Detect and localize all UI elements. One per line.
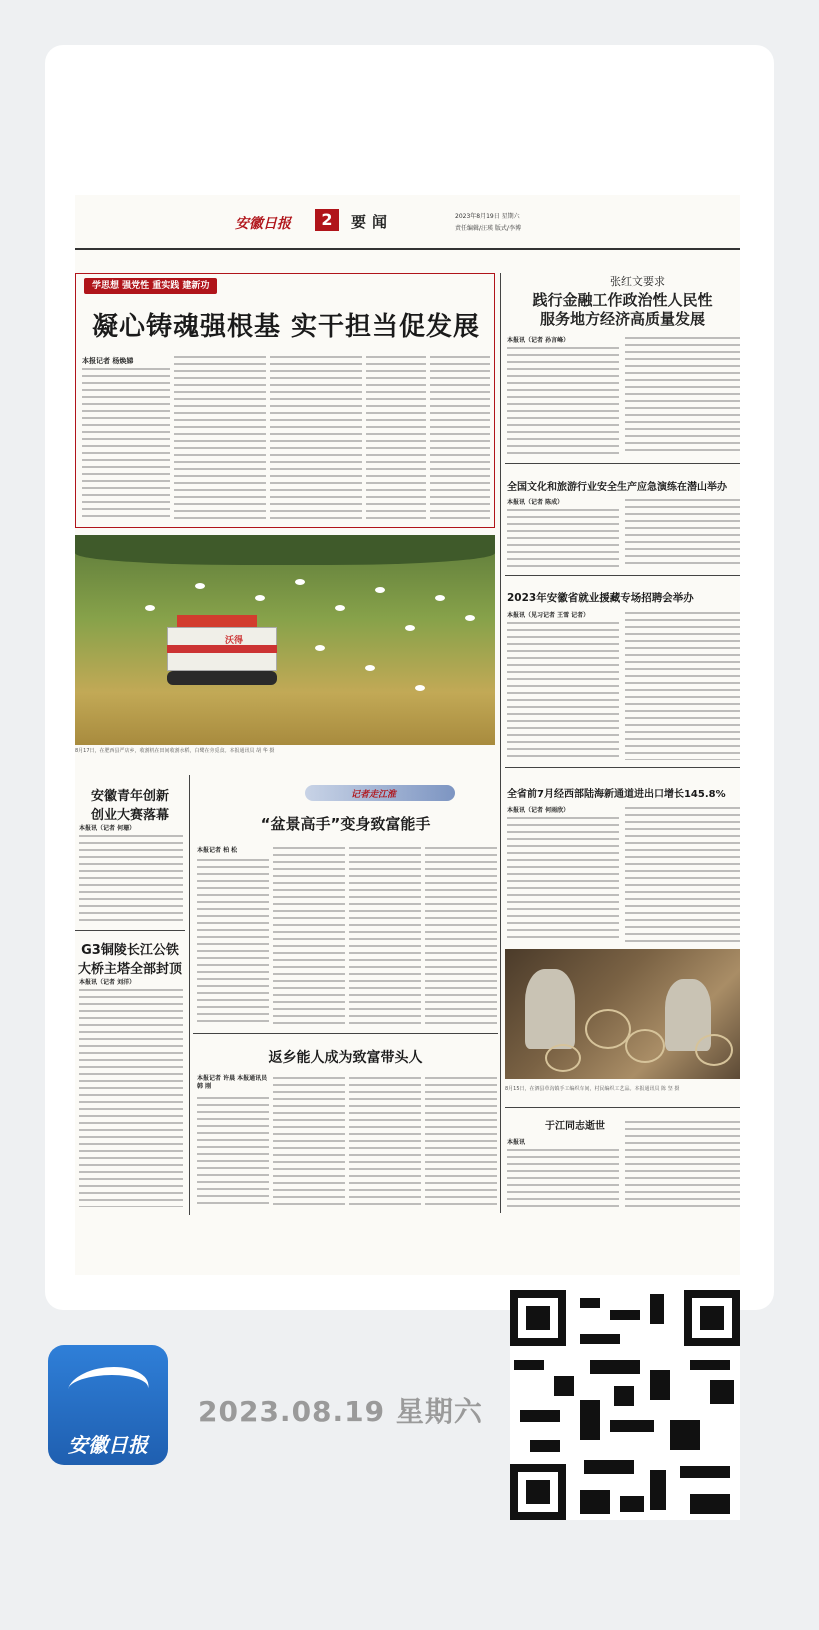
tree-line: [75, 535, 495, 565]
feature-headline-2: 返乡能人成为致富带头人: [268, 1050, 423, 1066]
lead-headline: 凝心铸魂强根基 实干担当促发展: [91, 312, 481, 342]
right-headline-line-1: 践行金融工作政治性人民性: [532, 291, 713, 309]
feature-byline-2: 本报记者 许晨 本报通讯员 韩 刚: [197, 1075, 268, 1090]
story-text: [507, 815, 619, 943]
lead-text-col-5: [430, 354, 490, 521]
right-byline: 本报讯（记者 孙言峰）: [507, 337, 570, 344]
right-kicker: 张红文要求: [610, 275, 665, 288]
divider: [505, 767, 740, 768]
story-headline: 2023年安徽省就业援藏专场招聘会举办: [507, 592, 694, 604]
qr-code: [510, 1290, 740, 1520]
right-text-1: [507, 345, 619, 455]
right-headline-line-2: 服务地方经济高质量发展: [539, 310, 705, 328]
masthead-date: 2023年8月19日 星期六: [455, 213, 520, 220]
obituary-headline: 于江同志逝世: [545, 1121, 605, 1132]
weaving-photo-caption: 8月15日，在泗县草沟镇手工编织车间，村民编织工艺品。本报通讯员 陈 坚 摄: [505, 1086, 680, 1092]
lead-text-col-2: [174, 354, 266, 521]
left-headline-line-1: G3铜陵长江公铁: [81, 943, 179, 958]
story-headline: 全省前7月经西部陆海新通道进出口增长145.8%: [507, 789, 726, 800]
feature-text: [425, 845, 497, 1027]
right-headline: [505, 291, 740, 329]
story-headline: 全国文化和旅游行业安全生产应急演练在潜山举办: [507, 482, 727, 493]
weaving-photo: [505, 949, 740, 1079]
divider: [193, 1033, 498, 1034]
feature-text: [197, 1095, 269, 1207]
feature-byline: 本报记者 柏 松: [197, 847, 238, 854]
footer-date: 2023.08.19 星期六: [198, 1395, 483, 1428]
egret-icon: [255, 595, 265, 601]
basket-icon: [545, 1044, 581, 1072]
harvester-icon: [167, 615, 277, 685]
column-divider: [189, 775, 190, 1215]
lead-byline: 本报记者 杨焕娣: [82, 357, 134, 365]
obituary-byline: 本报讯: [507, 1139, 526, 1146]
left-byline: 本报讯（记者 何珊）: [79, 825, 136, 832]
page-number: 2: [315, 209, 339, 231]
masthead-logo: 安徽日报: [235, 216, 291, 232]
story-text: [507, 620, 619, 760]
column-divider: [500, 273, 501, 1213]
obituary-text: [625, 1119, 740, 1207]
story-text: [625, 805, 740, 943]
lead-text-col-3: [270, 354, 362, 521]
egret-icon: [465, 615, 475, 621]
lead-story: [75, 273, 495, 528]
obituary-text: [507, 1147, 619, 1207]
egret-icon: [375, 587, 385, 593]
egret-icon: [295, 579, 305, 585]
left-byline: 本报讯（记者 刘洋）: [79, 979, 136, 986]
masthead-editors: 责任编辑/汪瑛 版式/李博: [455, 225, 521, 232]
masthead: [75, 195, 740, 250]
story-text: [625, 610, 740, 760]
story-byline: 本报讯（记者 陈成）: [507, 499, 564, 506]
left-headline-line-2: 大桥主塔全部封顶: [77, 962, 182, 977]
feature-text: [273, 845, 345, 1027]
feature-text: [349, 1075, 421, 1207]
egret-icon: [415, 685, 425, 691]
left-headline-line-2: 创业大赛落幕: [90, 808, 169, 823]
divider: [505, 463, 740, 464]
divider: [75, 930, 185, 931]
egret-icon: [195, 583, 205, 589]
app-logo: [48, 1345, 168, 1465]
logo-wing-icon: [62, 1367, 154, 1411]
egret-icon: [405, 625, 415, 631]
egret-icon: [365, 665, 375, 671]
harvest-photo: [75, 535, 495, 745]
basket-icon: [625, 1029, 665, 1063]
left-text: [79, 833, 183, 923]
feature-text: [425, 1075, 497, 1207]
feature-text: [197, 857, 269, 1027]
logo-text: 安徽日报: [68, 1433, 148, 1457]
left-headline-line-1: 安徽青年创新: [90, 789, 169, 804]
left-text: [79, 987, 183, 1207]
left-headline: [75, 785, 185, 823]
harvest-photo-caption: 8月17日，在肥西县严店乡，收割机在田间收割水稻，白鹭在旁觅食。本报通讯员 胡 华 摄: [75, 748, 275, 754]
basket-icon: [695, 1034, 733, 1066]
harvester-label: 沃得: [225, 636, 244, 646]
lead-banner: 学思想 强党性 重实践 建新功: [84, 278, 217, 294]
feature-banner-text: 记者走江淮: [351, 790, 397, 800]
egret-icon: [435, 595, 445, 601]
divider: [505, 1107, 740, 1108]
lead-text-col-1: [82, 366, 170, 521]
feature-text: [273, 1075, 345, 1207]
villager: [525, 969, 575, 1049]
lead-text-col-4: [366, 354, 426, 521]
story-text: [507, 507, 619, 567]
right-text-2: [625, 335, 740, 455]
story-text: [625, 497, 740, 567]
divider: [505, 575, 740, 576]
left-headline: [75, 939, 185, 977]
basket-icon: [585, 1009, 631, 1049]
page-card: [45, 45, 774, 1310]
story-byline: 本报讯（记者 何雨欣）: [507, 807, 570, 814]
egret-icon: [335, 605, 345, 611]
section-name: 要闻: [351, 213, 394, 231]
newspaper-page: [75, 195, 740, 1275]
feature-text: [349, 845, 421, 1027]
story-byline: 本报讯（见习记者 王雪 记者）: [507, 612, 590, 619]
egret-icon: [315, 645, 325, 651]
feature-headline: “盆景高手”变身致富能手: [260, 815, 431, 833]
egret-icon: [145, 605, 155, 611]
feature-banner: [305, 785, 455, 801]
